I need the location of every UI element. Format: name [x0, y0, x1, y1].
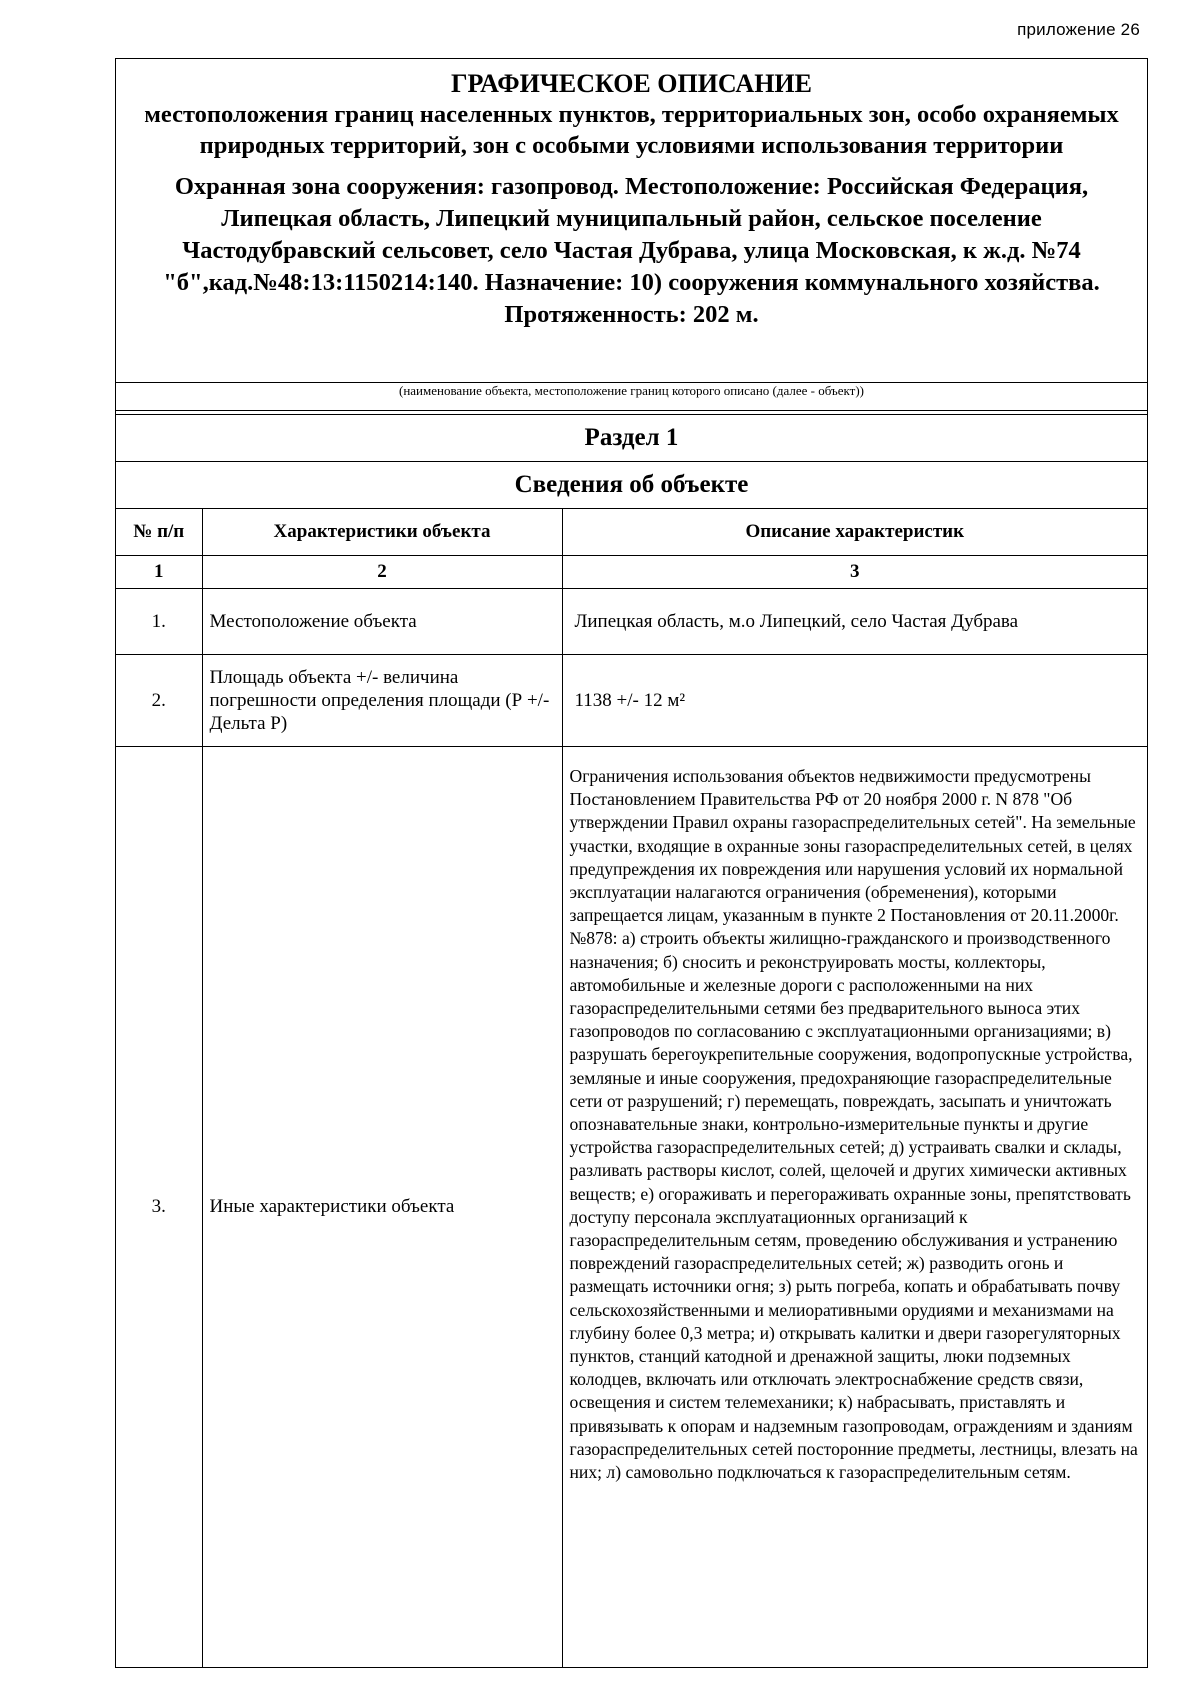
row-number: 1.	[116, 589, 202, 655]
row-description: Ограничения использования объектов недвижимости предусмотрены Постановлением Правительства РФ от 20 ноября 2000 г. N 878 "Об утверждении Правил охраны газораспределительных сетей". На земельные участки, входящие в охранные зоны газораспределительных сетей, в целях предупреждения их повреждения или нарушения условий их нормальной эксплуатации налагаются ограничения (обременения), которыми запрещается лицам, указанным в пункте 2 Постановления от 20.11.2000г. №878: а) строить объекты жилищно-гражданского и производственного назначения; б) сносить и реконструировать мосты, коллекторы, автомобильные и железные дороги с расположенными на них газораспределительными сетями без предварительного выноса этих газопроводов по согласованию с эксплуатационными организациями; в) разрушать берегоукрепительные сооружения, водопропускные устройства, земляные и иные сооружения, предохраняющие газораспределительные сети от разрушений; г) перемещать, повреждать, засыпать и уничтожать опознавательные знаки, контрольно-измерительные пункты и другие устройства газораспределительных сетей; д) устраивать свалки и склады, разливать растворы кислот, солей, щелочей и других химически активных веществ; е) огораживать и перегораживать охранные зоны, препятствовать доступу персонала эксплуатационных организаций к газораспределительным сетям, проведению обслуживания и устранению повреждений газораспределительных сетей; ж) разводить огонь и размещать источники огня; з) рыть погреба, копать и обрабатывать почву сельскохозяйственными и мелиоративными орудиями и механизмами на глубину более 0,3 метра; и) открывать калитки и двери газорегуляторных пунктов, станций катодной и дренажной защиты, люки подземных колодцев, включать или отключать электроснабжение средств связи, освещения и систем телемеханики; к) набрасывать, приставлять и привязывать к опорам и надземным газопроводам, ограждениям и зданиям газораспределительных сетей посторонние предметы, лестницы, влезать на них; л) самовольно подключаться к газораспределительным сетям.	[569, 766, 1138, 1483]
row-number: 2.	[116, 655, 202, 747]
header-box	[116, 69, 1147, 411]
row-description: Липецкая область, м.о Липецкий, село Частая Дубрава	[562, 589, 1147, 655]
column-number-2: 2	[202, 556, 562, 589]
table-row	[116, 655, 1147, 747]
appendix-label: приложение 26	[1017, 20, 1140, 39]
row-description-cell	[562, 747, 1147, 1667]
row-number: 3.	[116, 747, 202, 1667]
column-number-3: 3	[562, 556, 1147, 589]
object-description: Охранная зона сооружения: газопровод. Местоположение: Российская Федерация, Липецкая область, Липецкий муниципальный район, сельское поселение Частодубравский сельсовет, село Частая Дубрава, улица Московская, к ж.д. №74 "б",кад.№48:13:1150214:140. Назначение: 10) сооружения коммунального хозяйства. Протяженность: 202 м.	[163, 173, 1100, 328]
column-number-1: 1	[116, 556, 202, 589]
row-characteristic: Площадь объекта +/- величина погрешности определения площади (Р +/- Дельта Р)	[202, 655, 562, 747]
row-characteristic: Местоположение объекта	[202, 589, 562, 655]
table-row	[116, 747, 1147, 1667]
header-cell-characteristic: Характеристики объекта	[202, 509, 562, 556]
table-header-row	[116, 509, 1147, 556]
document-title: ГРАФИЧЕСКОЕ ОПИСАНИЕ	[451, 69, 812, 98]
object-caption: (наименование объекта, местоположение границ которого описано (далее - объект))	[399, 383, 864, 398]
section-title: Раздел 1	[116, 414, 1147, 461]
object-info-table	[116, 508, 1147, 1667]
document-subtitle: местоположения границ населенных пунктов, территориальных зон, особо охраняемых природных территорий, зон с особыми условиями использования территории	[144, 101, 1119, 159]
section-subtitle: Сведения об объекте	[116, 461, 1147, 508]
table-row	[116, 589, 1147, 655]
document-frame	[115, 58, 1148, 1668]
column-number-row	[116, 556, 1147, 589]
header-cell-number: № п/п	[116, 509, 202, 556]
row-description: 1138 +/- 12 м²	[562, 655, 1147, 747]
header-cell-description: Описание характеристик	[562, 509, 1147, 556]
row-characteristic: Иные характеристики объекта	[202, 747, 562, 1667]
